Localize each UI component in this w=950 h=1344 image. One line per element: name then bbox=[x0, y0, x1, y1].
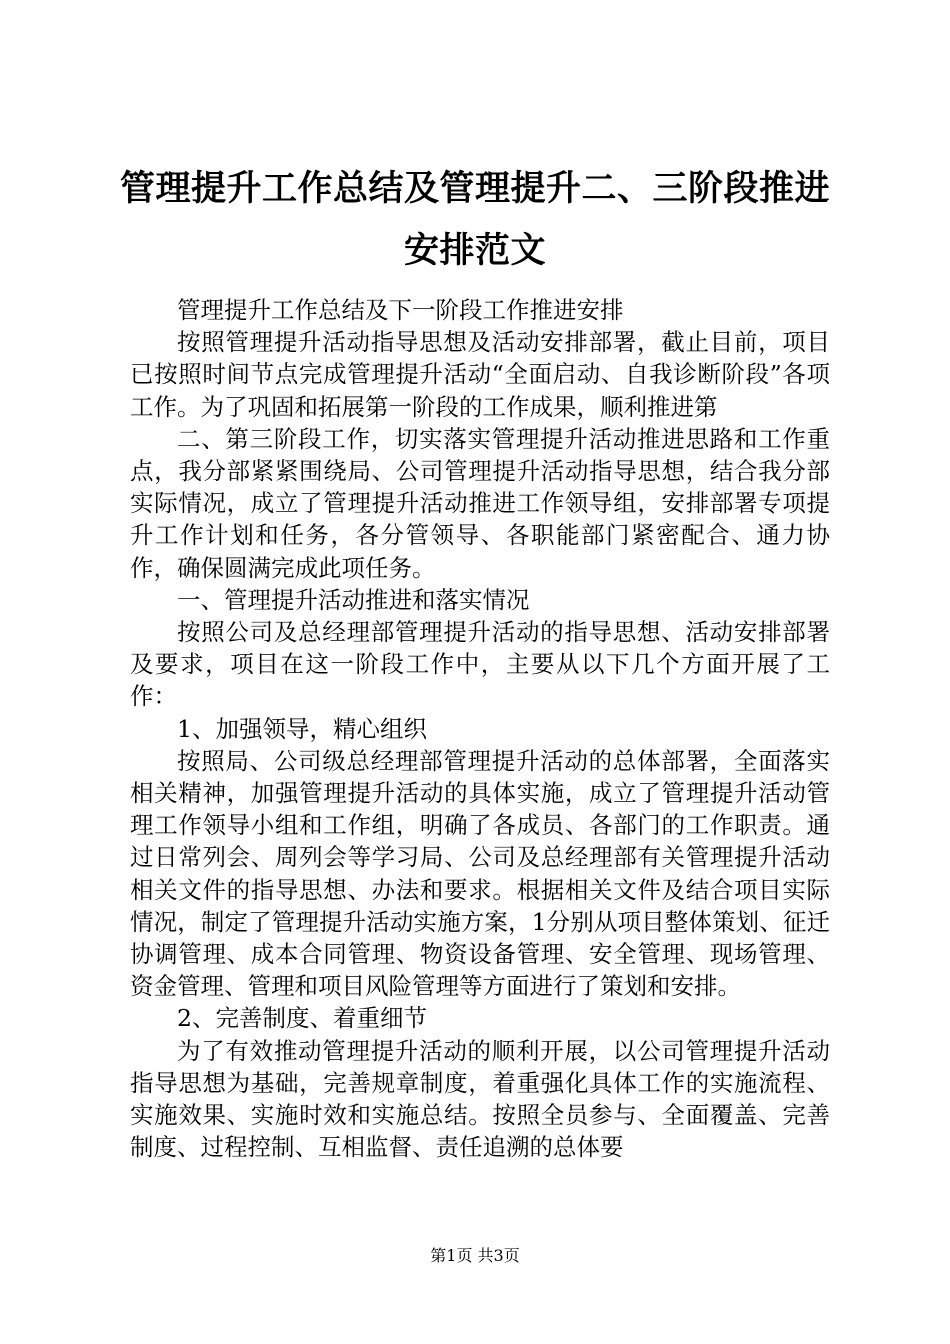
paragraph: 二、第三阶段工作，切实落实管理提升活动推进思路和工作重点，我分部紧紧围绕局、公司管理提升活动指导思想，结合我分部实际情况，成立了管理提升活动推进工作领导组，安排部署专项提升工作计划和任务，各分管领导、各职能部门紧密配合、通力协作，确保圆满完成此项任务。 bbox=[130, 424, 830, 582]
paragraph: 按照公司及总经理部管理提升活动的指导思想、活动安排部署及要求，项目在这一阶段工作中，主要从以下几个方面开展了工作： bbox=[130, 618, 830, 711]
document-title: 管理提升工作总结及管理提升二、三阶段推进安排范文 bbox=[120, 169, 831, 271]
subsection-heading: 1、加强领导，精心组织 bbox=[177, 714, 427, 743]
document-body bbox=[130, 294, 830, 1163]
section-heading: 一、管理提升活动推进和落实情况 bbox=[177, 585, 530, 614]
subsection-heading: 2、完善制度、着重细节 bbox=[177, 1004, 427, 1033]
paragraph: 按照管理提升活动指导思想及活动安排部署，截止目前，项目已按照时间节点完成管理提升活动“全面启动、自我诊断阶段”各项工作。为了巩固和拓展第一阶段的工作成果，顺利推进第 bbox=[130, 328, 830, 421]
paragraph: 管理提升工作总结及下一阶段工作推进安排 bbox=[177, 296, 624, 324]
paragraph: 为了有效推动管理提升活动的顺利开展，以公司管理提升活动指导思想为基础，完善规章制度，着重强化具体工作的实施流程、实施效果、实施时效和实施总结。按照全员参与、全面覆盖、完善制度、过程控制、互相监督、责任追溯的总体要 bbox=[130, 1036, 830, 1162]
page-footer: 第1页 共3页 bbox=[430, 1246, 520, 1265]
paragraph: 按照局、公司级总经理部管理提升活动的总体部署，全面落实相关精神，加强管理提升活动的具体实施，成立了管理提升活动管理工作领导小组和工作组，明确了各成员、各部门的工作职责。通过日常列会、周列会等学习局、公司及总经理部有关管理提升活动相关文件的指导思想、办法和要求。根据相关文件及结合项目实际情况，制定了管理提升活动实施方案，1分别从项目整体策划、征迁协调管理、成本合同管理、物资设备管理、安全管理、现场管理、资金管理、管理和项目风险管理等方面进行了策划和安排。 bbox=[130, 746, 830, 1001]
